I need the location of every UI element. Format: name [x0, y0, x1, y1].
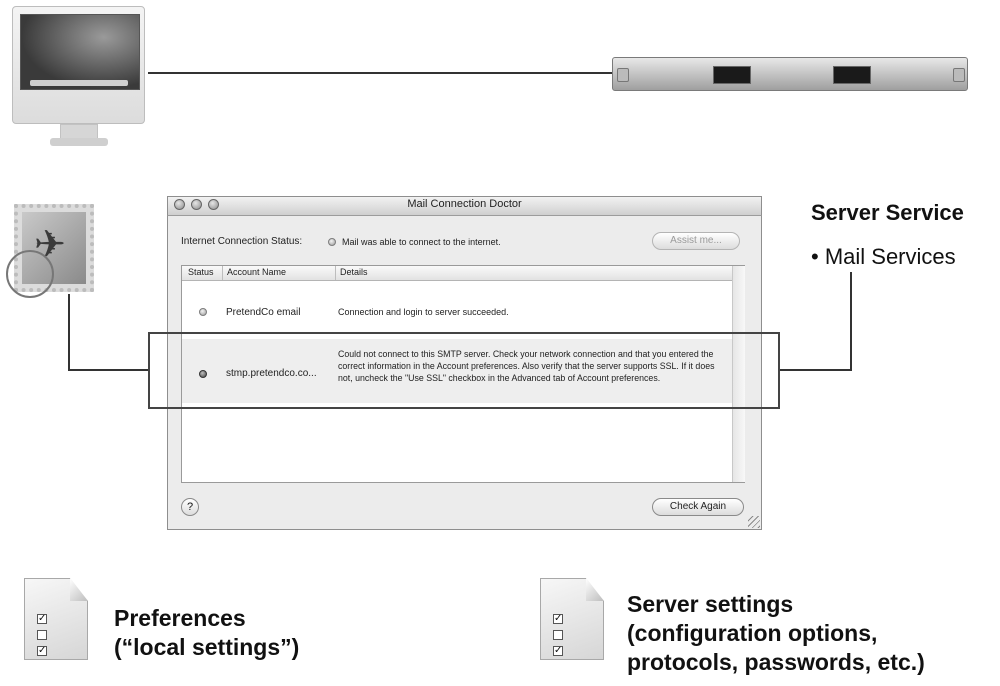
assist-me-button[interactable]: Assist me... — [652, 232, 740, 250]
xserve-ear-left — [617, 68, 629, 82]
imac-dock — [30, 80, 128, 86]
stamp-connector-vertical — [68, 294, 70, 371]
server-settings-label: Server settings (configuration options, protocols, passwords, etc.) — [627, 591, 925, 675]
details-cell: Could not connect to this SMTP server. Check your network connection and that you entered the correct information in the Account preferences. Also verify that the server supports SSL. If it does not, uncheck the "Use SSL" checkbox in the Advanced tab of Account preferences. — [338, 349, 715, 383]
empty-box-icon — [553, 630, 563, 640]
checked-box-icon: ✓ — [38, 645, 47, 656]
connection-line — [148, 72, 612, 74]
internet-status-text: Mail was able to connect to the internet. — [342, 237, 501, 247]
xserve-ear-right — [953, 68, 965, 82]
postmark-icon — [6, 250, 54, 298]
account-name-cell: PretendCo email — [226, 307, 301, 318]
preferences-label: Preferences (“local settings”) — [114, 605, 300, 660]
column-header-account-name[interactable]: Account Name — [227, 267, 287, 277]
xserve-icon — [612, 57, 968, 91]
help-button[interactable]: ? — [181, 498, 199, 516]
highlight-frame — [148, 332, 780, 409]
xserve-drive-bay — [833, 66, 871, 84]
internet-status-indicator — [328, 238, 336, 246]
checked-box-icon: ✓ — [554, 613, 563, 624]
service-connector-vertical — [850, 272, 852, 371]
check-again-button[interactable]: Check Again — [652, 498, 744, 516]
stamp-connector-horizontal — [68, 369, 148, 371]
checked-box-icon: ✓ — [38, 613, 47, 624]
xserve-drive-bay — [713, 66, 751, 84]
internet-status-label: Internet Connection Status: — [181, 236, 303, 247]
column-separator — [335, 266, 336, 280]
account-name-cell: stmp.pretendco.co... — [226, 368, 317, 379]
server-service-title: Server Service — [811, 200, 964, 225]
checked-box-icon: ✓ — [554, 645, 563, 656]
eagle-icon: ✈ — [34, 224, 66, 266]
column-header-details[interactable]: Details — [340, 267, 368, 277]
imac-screen — [20, 14, 140, 90]
empty-box-icon — [37, 630, 47, 640]
status-indicator-ok — [199, 308, 207, 316]
window-title: Mail Connection Doctor — [407, 198, 522, 210]
column-separator — [222, 266, 223, 280]
column-header-status[interactable]: Status — [188, 267, 214, 277]
server-service-item: • Mail Services — [811, 244, 956, 269]
service-connector-horizontal — [780, 369, 852, 371]
details-cell: Connection and login to server succeeded. — [338, 307, 509, 317]
resize-grip[interactable] — [748, 516, 760, 528]
imac-foot — [50, 138, 108, 146]
